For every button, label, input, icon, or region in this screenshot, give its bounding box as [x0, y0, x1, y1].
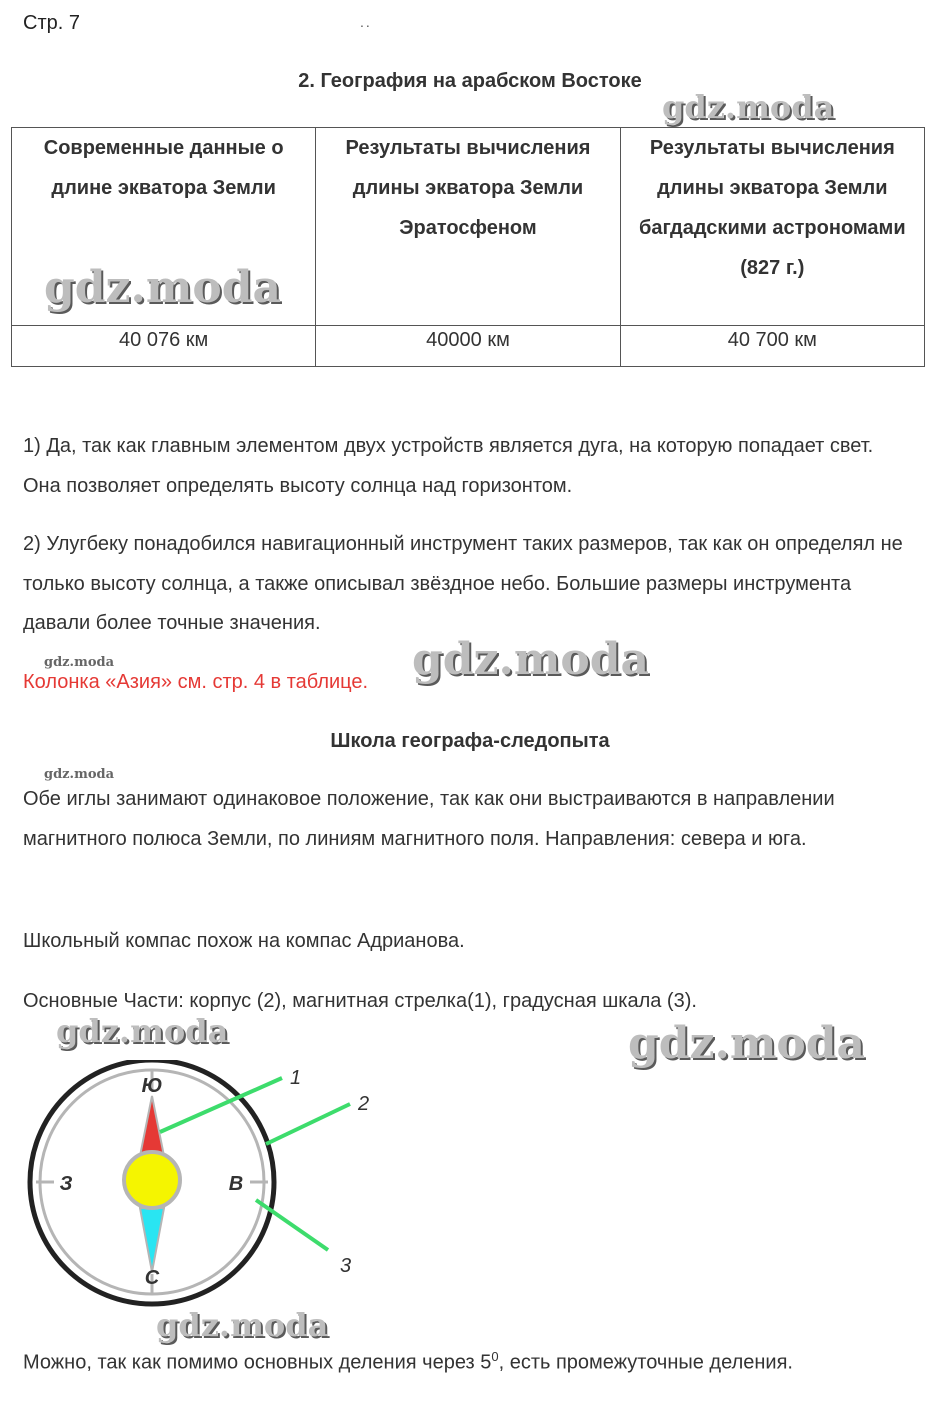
letter-top: Ю [141, 1075, 163, 1097]
asia-column-note: Колонка «Азия» см. стр. 4 в таблице. [23, 671, 369, 693]
equator-table [11, 127, 925, 367]
watermark: gdz.moda [44, 262, 282, 313]
answer-2: 2) Улугбеку понадобился навигационный инструмент таких размеров, так как он определял не только высоту солнца, а также описывал звёздное небо. Большие размеры инструмента давали более точные значения. [23, 533, 903, 634]
table-header-cell: Современные данные о длине экватора Земли [12, 128, 316, 326]
watermark: gdz.moda [56, 1012, 229, 1050]
table-cell: 40000 км [316, 326, 620, 367]
table-cell: 40 700 км [620, 326, 924, 367]
answer-1: 1) Да, так как главным элементом двух устройств является дуга, на которую попадает свет. Она позволяет определять высоту солнца над горизонтом. [23, 435, 874, 497]
divisions-text: Можно, так как помимо основных деления через 5 [23, 1351, 492, 1374]
watermark: gdz.moda [44, 767, 115, 782]
header-dots: .. [360, 14, 372, 30]
watermark: gdz.moda [628, 1018, 866, 1069]
compass-comparison: Школьный компас похож на компас Адрианова. [23, 930, 465, 952]
label-3: 3 [340, 1255, 352, 1277]
section-title-pathfinder: Школа географа-следопыта [330, 730, 610, 752]
letter-right: В [228, 1173, 244, 1195]
page-number: Стр. 7 [23, 12, 80, 34]
table-header-cell: Результаты вычисления длины экватора Земли Эратосфеном [316, 128, 620, 326]
divisions-paragraph [23, 1337, 923, 1383]
watermark: gdz.moda [44, 655, 115, 670]
watermark: gdz.moda [662, 88, 835, 126]
table-row [12, 326, 925, 367]
letter-bottom: С [144, 1267, 160, 1289]
watermark: gdz.moda [156, 1306, 329, 1344]
label-1: 1 [290, 1067, 302, 1089]
table-cell: 40 076 км [12, 326, 316, 367]
needle-pivot [124, 1152, 180, 1208]
degree-superscript: 0 [491, 1349, 499, 1364]
needles-paragraph: Обе иглы занимают одинаковое положение, так как они выстраиваются в направлении магнитного полюса Земли, по линиям магнитного поля. Направления: севера и юга. [23, 788, 835, 850]
compass-parts: Основные Части: корпус (2), магнитная стрелка(1), градусная шкала (3). [23, 990, 697, 1012]
compass-diagram [20, 1060, 380, 1330]
label-2: 2 [358, 1093, 370, 1115]
divisions-text-end: , есть промежуточные деления. [498, 1351, 793, 1374]
section-title-arab-east: 2. География на арабском Востоке [298, 70, 642, 92]
watermark: gdz.moda [412, 634, 650, 685]
pointer-line-2 [266, 1104, 350, 1144]
letter-left: З [59, 1173, 73, 1195]
table-header-cell: Результаты вычисления длины экватора Земли багдадскими астрономами (827 г.) [620, 128, 924, 326]
